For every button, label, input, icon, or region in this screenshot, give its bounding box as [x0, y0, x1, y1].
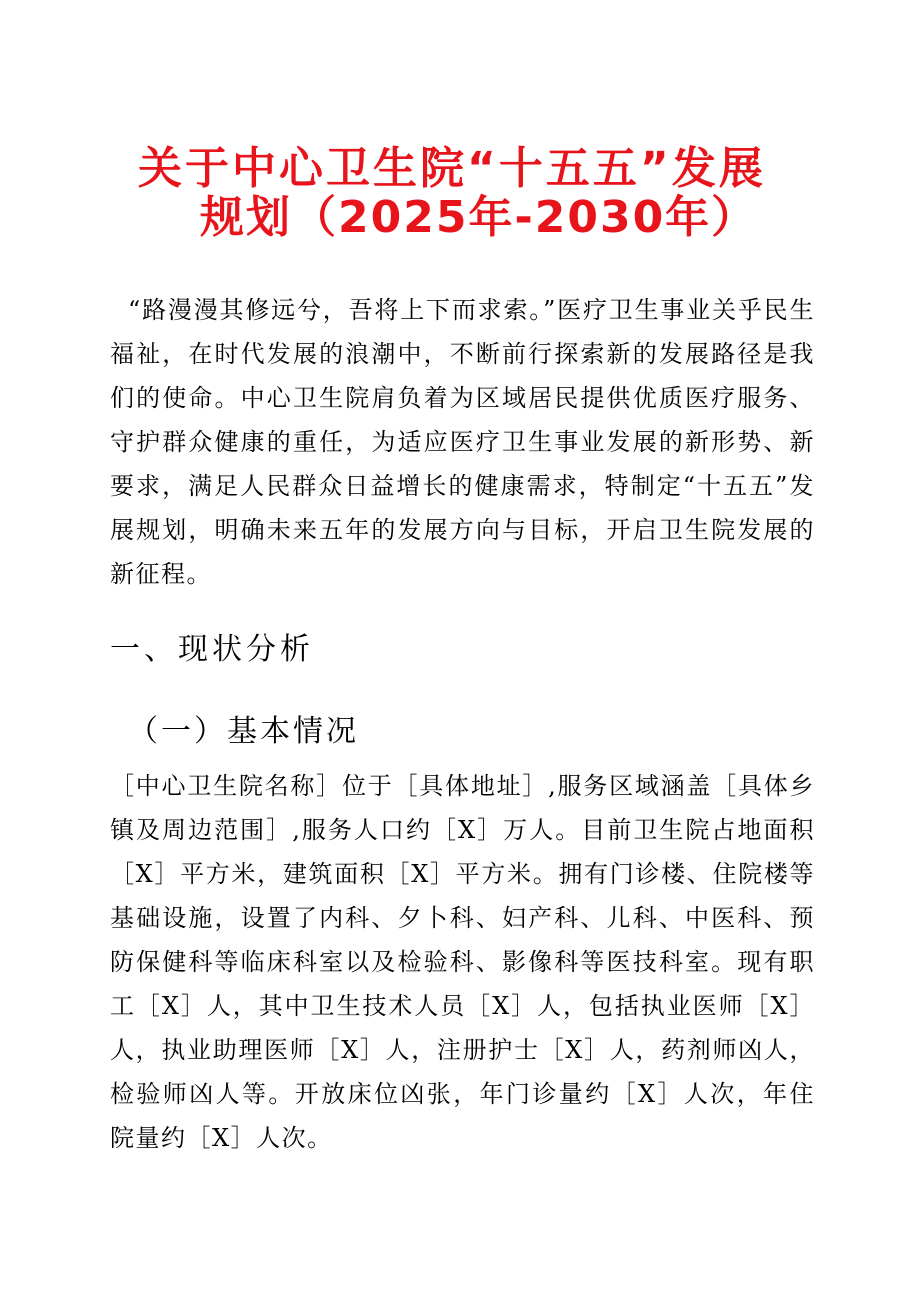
- subsection-heading-basic-info: （一）基本情况: [128, 714, 359, 749]
- basic-info-paragraph: ［中心卫生院名称］位于［具体地址］,服务区域涵盖［具体乡镇及周边范围］,服务人口约［X］万人。目前卫生院占地面积［X］平方米，建筑面积［X］平方米。拥有门诊楼、住院楼等基础设施，设置了内科、夕卜科、妇产科、儿科、中医科、预防保健科等临床科室以及检验科、影像科等医技科室。现有职工［X］人，其中卫生技术人员［X］人，包括执业医师［X］人，执业助理医师［X］人，注册护士［X］人，药剂师凶人，检验师凶人等。开放床位凶张，年门诊量约［X］人次，年住院量约［X］人次。: [110, 772, 815, 1152]
- intro-paragraph: “路漫漫其修远兮，吾将上下而求索。”医疗卫生事业关乎民生福祉，在时代发展的浪潮中，不断前行探索新的发展路径是我们的使命。中心卫生院肩负着为区域居民提供优质医疗服务、守护群众健康的重任，为适应医疗卫生事业发展的新形势、新要求，满足人民群众日益增长的健康需求，特制定“十五五”发展规划，明确未来五年的发展方向与目标，开启卫生院发展的新征程。: [110, 296, 815, 588]
- section-heading-status-analysis: 一、现状分析: [110, 632, 314, 667]
- document-title-line-1: 关于中心卫生院“十五五”发展: [138, 143, 766, 194]
- document-title-line-2: 规划（2025年-2030年）: [200, 192, 758, 243]
